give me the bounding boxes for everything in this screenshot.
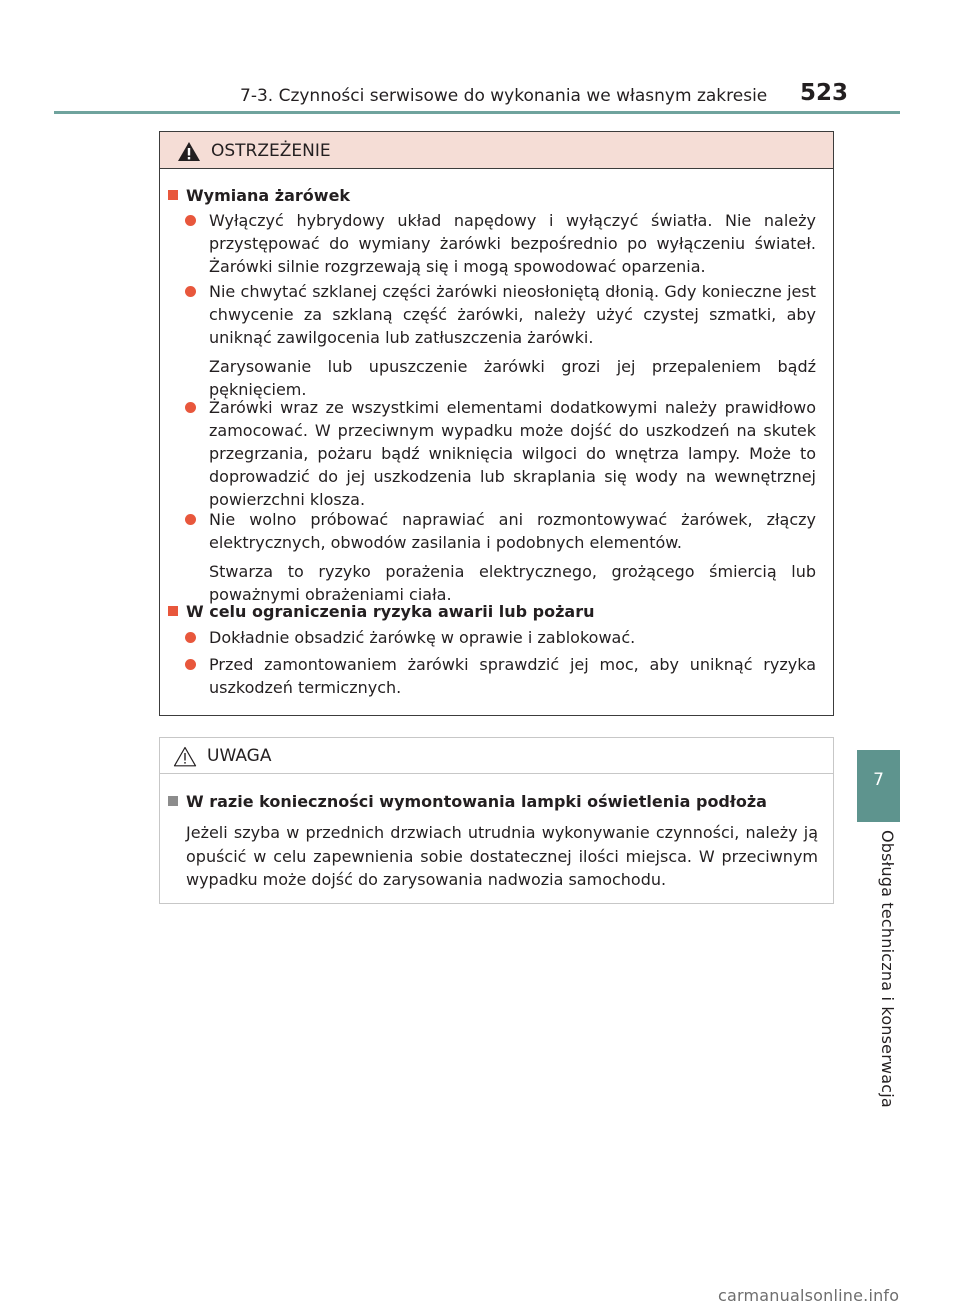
list-item: Wyłączyć hybrydowy układ napędowy i wyłączyć światła. Nie należy przystępować do wymiany żarówki bezpośrednio po wyłączeniu świateł. Żarówki silnie rozgrzewają się i mogą spowodować oparzenia.	[168, 209, 816, 278]
list-item: Przed zamontowaniem żarówki sprawdzić jej moc, aby uniknąć ryzyka uszkodzeń termicznych.	[168, 653, 816, 699]
header-divider	[54, 111, 900, 114]
chapter-tab[interactable]	[857, 750, 900, 822]
caution-triangle-icon	[173, 746, 197, 767]
section-heading: W celu ograniczenia ryzyka awarii lub pożaru	[168, 602, 595, 621]
page-header	[0, 0, 960, 118]
list-item: Nie wolno próbować naprawiać ani rozmontowywać żarówek, złączy elektrycznych, obwodów zasilania i podobnych elementów. Stwarza to ryzyko porażenia elektrycznego, grożącego śmiercią lub poważnymi obrażeniami ciała.	[168, 508, 816, 606]
section-title: 7-3. Czynności serwisowe do wykonania we własnym zakresie	[240, 86, 768, 106]
watermark: carmanualsonline.info	[718, 1286, 900, 1305]
bullet-dot-icon	[185, 215, 196, 226]
page-number: 523	[800, 80, 849, 106]
bullet-dot-icon	[185, 659, 196, 670]
bullet-dot-icon	[185, 286, 196, 297]
chapter-label: Obsługa techniczna i konserwacja	[878, 830, 897, 1108]
caution-header	[160, 738, 833, 774]
chapter-number: 7	[873, 770, 884, 790]
caution-heading: W razie konieczności wymontowania lampki oświetlenia podłoża	[168, 792, 767, 811]
caution-text: Jeżeli szyba w przednich drzwiach utrudnia wykonywanie czynności, należy ją opuścić w celu zapewnienia sobie dostatecznej ilości miejsca. W przeciwnym wypadku może dojść do zarysowania nadwozia samochodu.	[186, 823, 818, 889]
warning-triangle-icon	[177, 141, 201, 162]
list-item: Żarówki wraz ze wszystkimi elementami dodatkowymi należy prawidłowo zamocować. W przeciwnym wypadku może dojść do uszkodzeń na skutek przegrzania, pożaru bądź wniknięcia wilgoci do wnętrza lampy. Może to doprowadzić do jej uszkodzenia lub skraplania się wody na wewnętrznej powierzchni klosza.	[168, 396, 816, 511]
square-bullet-icon	[168, 796, 178, 806]
bullet-dot-icon	[185, 514, 196, 525]
warning-header	[160, 132, 833, 169]
square-bullet-icon	[168, 190, 178, 200]
warning-title: OSTRZEŻENIE	[211, 141, 331, 161]
list-item: Nie chwytać szklanej części żarówki nieosłoniętą dłonią. Gdy konieczne jest chwycenie za szklaną część żarówki, należy użyć czystej szmatki, aby uniknąć zawilgocenia lub zatłuszczenia żarówki. Zarysowanie lub upuszczenie żarówki grozi jej przepaleniem bądź pęknięciem.	[168, 280, 816, 401]
list-item: Dokładnie obsadzić żarówkę w oprawie i zablokować.	[168, 626, 816, 649]
caution-title: UWAGA	[207, 746, 272, 766]
section-heading: Wymiana żarówek	[168, 186, 350, 205]
square-bullet-icon	[168, 606, 178, 616]
bullet-dot-icon	[185, 632, 196, 643]
bullet-dot-icon	[185, 402, 196, 413]
